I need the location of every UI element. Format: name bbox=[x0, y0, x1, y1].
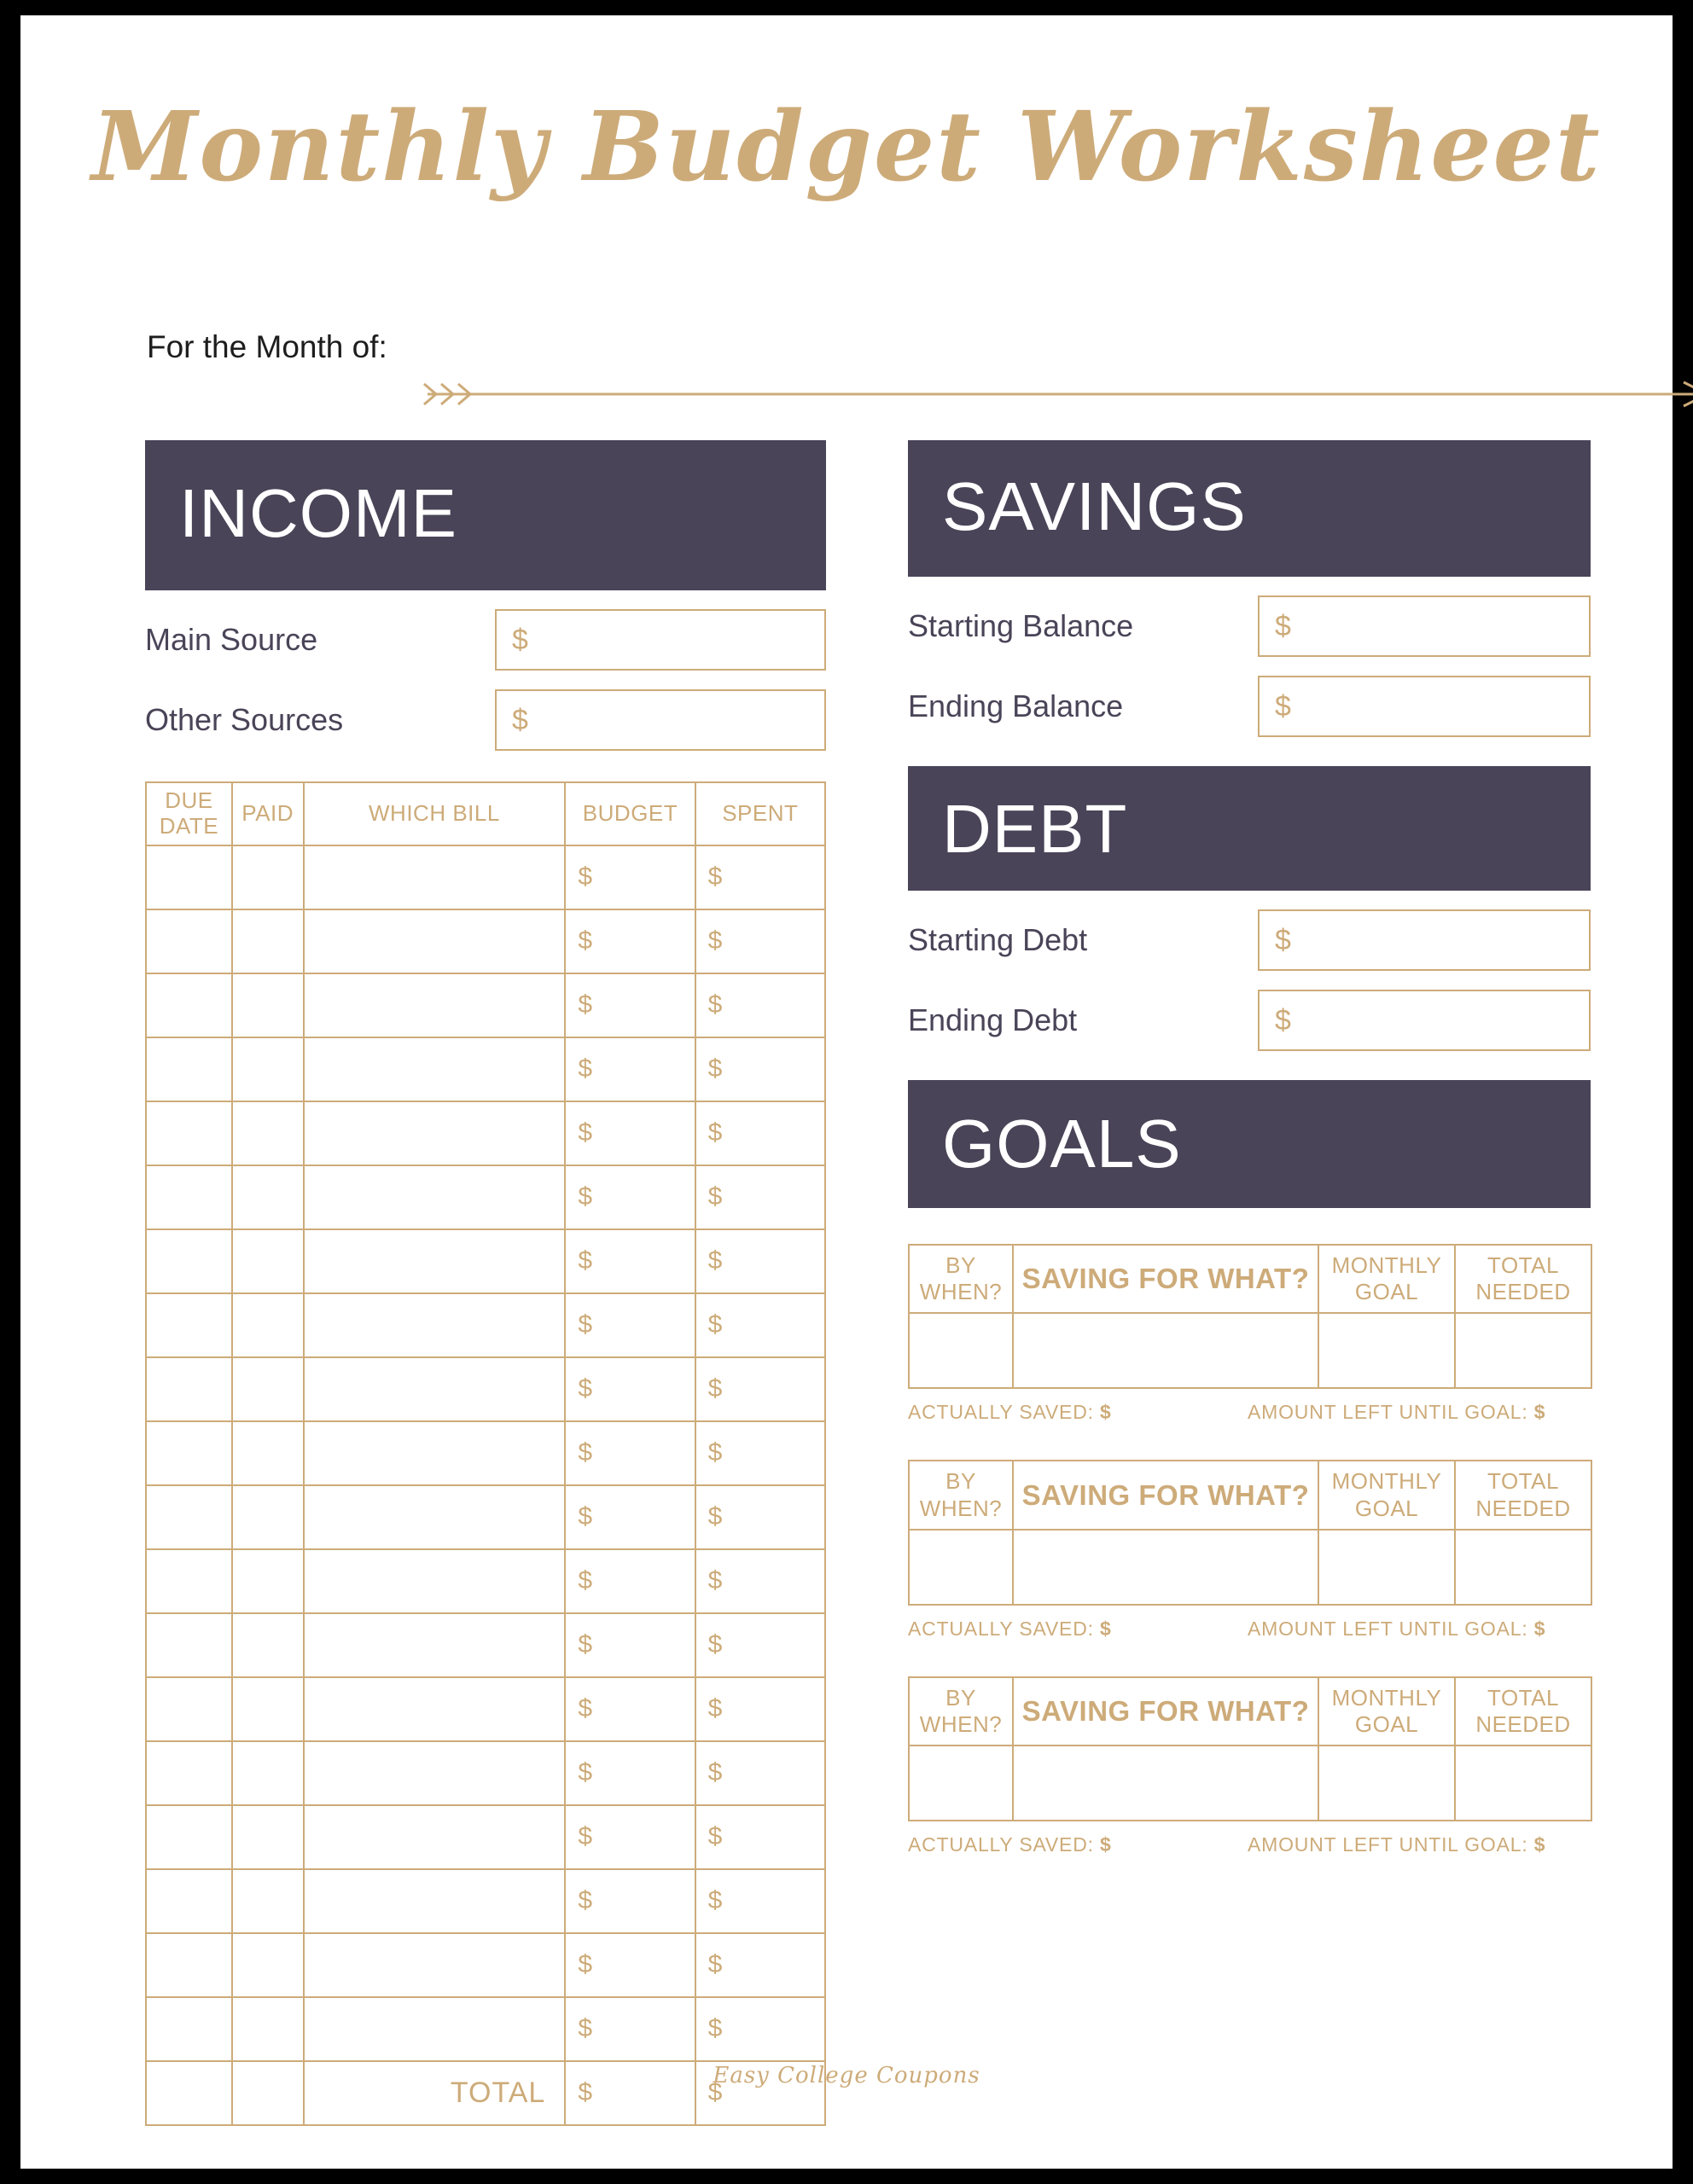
table-row bbox=[146, 1037, 825, 1101]
bills-header-spent: SPENT bbox=[695, 782, 825, 845]
bill-budget-cell[interactable]: $ bbox=[565, 1741, 695, 1805]
goal-block bbox=[908, 1676, 1591, 1856]
goal-header-by-when: BY WHEN? bbox=[909, 1461, 1013, 1529]
bill-due-date-cell[interactable] bbox=[146, 909, 232, 973]
goal-monthly-cell[interactable] bbox=[1318, 1745, 1455, 1821]
goals-heading: GOALS bbox=[908, 1080, 1591, 1208]
bill-budget-cell[interactable]: $ bbox=[565, 1293, 695, 1357]
bills-header-due-line2: DATE bbox=[159, 812, 219, 839]
goal-total-cell[interactable] bbox=[1455, 1313, 1591, 1388]
goal-amount-left-value[interactable]: $ bbox=[1533, 1833, 1546, 1856]
bill-spent-cell[interactable]: $ bbox=[695, 1869, 825, 1933]
bill-due-date-cell[interactable] bbox=[146, 1229, 232, 1293]
bill-budget-cell[interactable]: $ bbox=[565, 1485, 695, 1549]
bill-budget-cell[interactable]: $ bbox=[565, 973, 695, 1037]
page-title: Monthly Budget Worksheet bbox=[91, 91, 1602, 203]
bills-header-due-line1: DUE bbox=[165, 787, 213, 813]
bill-due-date-cell[interactable] bbox=[146, 973, 232, 1037]
bill-budget-cell[interactable]: $ bbox=[565, 1229, 695, 1293]
bill-due-date-cell[interactable] bbox=[146, 1421, 232, 1485]
goal-block bbox=[908, 1244, 1591, 1424]
savings-starting-balance-row bbox=[908, 595, 1591, 657]
bill-spent-cell[interactable]: $ bbox=[695, 1933, 825, 1997]
bill-paid-cell[interactable] bbox=[232, 845, 304, 909]
bill-name-cell[interactable] bbox=[304, 973, 566, 1037]
goal-header-monthly-goal: MONTHLY GOAL bbox=[1318, 1461, 1455, 1529]
goal-by-when-cell[interactable] bbox=[909, 1745, 1013, 1821]
goal-header-total-needed: TOTAL NEEDED bbox=[1455, 1461, 1591, 1529]
table-row bbox=[146, 845, 825, 909]
goal-footer bbox=[908, 1833, 1591, 1856]
table-row bbox=[146, 1229, 825, 1293]
goal-entry-row bbox=[909, 1530, 1591, 1605]
table-row bbox=[146, 1101, 825, 1165]
bill-name-cell[interactable] bbox=[304, 1165, 566, 1229]
bill-budget-cell[interactable]: $ bbox=[565, 845, 695, 909]
bill-name-cell[interactable] bbox=[304, 1549, 566, 1613]
goal-what-cell[interactable] bbox=[1013, 1745, 1318, 1821]
bill-name-cell[interactable] bbox=[304, 1677, 566, 1741]
bill-spent-cell[interactable]: $ bbox=[695, 1293, 825, 1357]
table-row bbox=[146, 1165, 825, 1229]
bill-due-date-cell[interactable] bbox=[146, 1485, 232, 1549]
goal-by-when-cell[interactable] bbox=[909, 1530, 1013, 1605]
goal-amount-left-value[interactable]: $ bbox=[1533, 1401, 1546, 1424]
bill-name-cell[interactable] bbox=[304, 1997, 566, 2061]
bill-budget-cell[interactable]: $ bbox=[565, 1613, 695, 1677]
goal-actually-saved-value[interactable]: $ bbox=[1100, 1617, 1112, 1640]
savings-ending-balance-label: Ending Balance bbox=[908, 688, 1124, 723]
bill-name-cell[interactable] bbox=[304, 1101, 566, 1165]
bill-paid-cell[interactable] bbox=[232, 1293, 304, 1357]
goal-monthly-cell[interactable] bbox=[1318, 1313, 1455, 1388]
bill-paid-cell[interactable] bbox=[232, 1101, 304, 1165]
goal-amount-left: AMOUNT LEFT UNTIL GOAL: $ bbox=[1248, 1617, 1546, 1640]
bill-spent-cell[interactable]: $ bbox=[695, 1101, 825, 1165]
goal-entry-row bbox=[909, 1313, 1591, 1388]
bill-name-cell[interactable] bbox=[304, 1869, 566, 1933]
bill-due-date-cell[interactable] bbox=[146, 1037, 232, 1101]
goal-actually-saved: ACTUALLY SAVED: $ bbox=[908, 1833, 1112, 1856]
debt-starting-input[interactable]: $ bbox=[1258, 909, 1591, 971]
goal-footer bbox=[908, 1401, 1591, 1424]
goal-actually-saved-value[interactable]: $ bbox=[1100, 1401, 1112, 1424]
bill-name-cell[interactable] bbox=[304, 909, 566, 973]
goal-amount-left-value[interactable]: $ bbox=[1533, 1617, 1546, 1640]
bill-due-date-cell[interactable] bbox=[146, 1549, 232, 1613]
bill-name-cell[interactable] bbox=[304, 1805, 566, 1869]
bill-budget-cell[interactable]: $ bbox=[565, 1037, 695, 1101]
table-row bbox=[146, 1805, 825, 1869]
bill-spent-cell[interactable]: $ bbox=[695, 1485, 825, 1549]
bill-budget-cell[interactable]: $ bbox=[565, 1101, 695, 1165]
bill-budget-cell[interactable]: $ bbox=[565, 1933, 695, 1997]
bill-budget-cell[interactable]: $ bbox=[565, 1677, 695, 1741]
bill-due-date-cell[interactable] bbox=[146, 1933, 232, 1997]
bill-name-cell[interactable] bbox=[304, 1229, 566, 1293]
bill-spent-cell[interactable]: $ bbox=[695, 1037, 825, 1101]
savings-starting-balance-label: Starting Balance bbox=[908, 608, 1134, 643]
bill-paid-cell[interactable] bbox=[232, 1037, 304, 1101]
bill-name-cell[interactable] bbox=[304, 845, 566, 909]
goal-header-total-needed: TOTAL NEEDED bbox=[1455, 1677, 1591, 1745]
bill-spent-cell[interactable]: $ bbox=[695, 909, 825, 973]
bill-name-cell[interactable] bbox=[304, 1357, 566, 1421]
bill-paid-cell[interactable] bbox=[232, 1165, 304, 1229]
bill-due-date-cell[interactable] bbox=[146, 1165, 232, 1229]
arrow-decoration bbox=[422, 377, 1693, 411]
bill-budget-cell[interactable]: $ bbox=[565, 1805, 695, 1869]
income-other-sources-input[interactable]: $ bbox=[495, 689, 826, 751]
bill-budget-cell[interactable]: $ bbox=[565, 1421, 695, 1485]
bill-spent-cell[interactable]: $ bbox=[695, 1741, 825, 1805]
goal-monthly-cell[interactable] bbox=[1318, 1530, 1455, 1605]
bills-header-budget: BUDGET bbox=[565, 782, 695, 845]
bill-due-date-cell[interactable] bbox=[146, 1613, 232, 1677]
bill-due-date-cell[interactable] bbox=[146, 1293, 232, 1357]
bill-paid-cell[interactable] bbox=[232, 1997, 304, 2061]
bills-total-label: TOTAL bbox=[304, 2061, 566, 2125]
table-row bbox=[146, 1741, 825, 1805]
bill-spent-cell[interactable]: $ bbox=[695, 973, 825, 1037]
bill-budget-cell[interactable]: $ bbox=[565, 1549, 695, 1613]
goal-by-when-cell[interactable] bbox=[909, 1313, 1013, 1388]
goal-entry-row bbox=[909, 1745, 1591, 1821]
bill-due-date-cell[interactable] bbox=[146, 1357, 232, 1421]
goal-actually-saved-value[interactable]: $ bbox=[1100, 1833, 1112, 1856]
table-row bbox=[146, 973, 825, 1037]
bill-paid-cell[interactable] bbox=[232, 1613, 304, 1677]
goal-actually-saved: ACTUALLY SAVED: $ bbox=[908, 1617, 1112, 1640]
right-column bbox=[908, 440, 1591, 1856]
bills-total-budget[interactable]: $ bbox=[565, 2061, 695, 2125]
goal-table bbox=[908, 1676, 1592, 1821]
bill-paid-cell[interactable] bbox=[232, 1677, 304, 1741]
bill-paid-cell[interactable] bbox=[232, 1741, 304, 1805]
goal-header-by-when: BY WHEN? bbox=[909, 1245, 1013, 1313]
goal-header-by-when: BY WHEN? bbox=[909, 1677, 1013, 1745]
goal-total-cell[interactable] bbox=[1455, 1530, 1591, 1605]
goal-header-saving-for-what: SAVING FOR WHAT? bbox=[1013, 1677, 1318, 1745]
income-main-source-label: Main Source bbox=[145, 622, 318, 657]
goal-what-cell[interactable] bbox=[1013, 1530, 1318, 1605]
bills-table-body bbox=[146, 845, 825, 2061]
goal-header-total-needed: TOTAL NEEDED bbox=[1455, 1245, 1591, 1313]
bill-spent-cell[interactable]: $ bbox=[695, 1677, 825, 1741]
bill-paid-cell[interactable] bbox=[232, 1933, 304, 1997]
bill-paid-cell[interactable] bbox=[232, 1229, 304, 1293]
table-row bbox=[146, 1421, 825, 1485]
bill-name-cell[interactable] bbox=[304, 1741, 566, 1805]
bill-spent-cell[interactable]: $ bbox=[695, 1997, 825, 2061]
table-row bbox=[146, 1293, 825, 1357]
goal-table bbox=[908, 1244, 1592, 1389]
debt-ending-row bbox=[908, 990, 1591, 1051]
bill-paid-cell[interactable] bbox=[232, 909, 304, 973]
table-row bbox=[146, 1933, 825, 1997]
debt-starting-row bbox=[908, 909, 1591, 971]
left-column bbox=[145, 440, 826, 2126]
bill-spent-cell[interactable]: $ bbox=[695, 1421, 825, 1485]
bills-table-header-row bbox=[146, 782, 825, 845]
goal-what-cell[interactable] bbox=[1013, 1313, 1318, 1388]
income-other-sources-label: Other Sources bbox=[145, 702, 344, 737]
bills-header-paid: PAID bbox=[232, 782, 304, 845]
bill-spent-cell[interactable]: $ bbox=[695, 1805, 825, 1869]
table-row bbox=[146, 1613, 825, 1677]
bill-due-date-cell[interactable] bbox=[146, 1741, 232, 1805]
debt-ending-label: Ending Debt bbox=[908, 1002, 1078, 1037]
bill-spent-cell[interactable]: $ bbox=[695, 1165, 825, 1229]
bill-paid-cell[interactable] bbox=[232, 1485, 304, 1549]
bill-spent-cell[interactable]: $ bbox=[695, 1613, 825, 1677]
bill-budget-cell[interactable]: $ bbox=[565, 1997, 695, 2061]
goal-table bbox=[908, 1460, 1592, 1605]
bill-paid-cell[interactable] bbox=[232, 1357, 304, 1421]
bill-spent-cell[interactable]: $ bbox=[695, 1549, 825, 1613]
footer-brand: Easy College Coupons bbox=[713, 2063, 980, 2088]
bill-name-cell[interactable] bbox=[304, 1933, 566, 1997]
goal-header-monthly-goal: MONTHLY GOAL bbox=[1318, 1245, 1455, 1313]
table-row bbox=[146, 1485, 825, 1549]
table-row bbox=[146, 909, 825, 973]
bill-budget-cell[interactable]: $ bbox=[565, 909, 695, 973]
table-row bbox=[146, 1357, 825, 1421]
goal-total-cell[interactable] bbox=[1455, 1745, 1591, 1821]
bills-header-due-date bbox=[146, 782, 232, 845]
table-row bbox=[146, 1677, 825, 1741]
bill-paid-cell[interactable] bbox=[232, 1869, 304, 1933]
goal-header-saving-for-what: SAVING FOR WHAT? bbox=[1013, 1245, 1318, 1313]
goal-header-row bbox=[909, 1245, 1591, 1313]
savings-ending-balance-input[interactable]: $ bbox=[1258, 676, 1591, 737]
bill-paid-cell[interactable] bbox=[232, 1805, 304, 1869]
bill-name-cell[interactable] bbox=[304, 1613, 566, 1677]
bill-due-date-cell[interactable] bbox=[146, 845, 232, 909]
bill-budget-cell[interactable]: $ bbox=[565, 1357, 695, 1421]
bills-header-which-bill: WHICH BILL bbox=[304, 782, 566, 845]
income-main-source-input[interactable]: $ bbox=[495, 609, 826, 671]
goal-header-row bbox=[909, 1461, 1591, 1529]
goal-blocks bbox=[908, 1244, 1591, 1856]
bill-due-date-cell[interactable] bbox=[146, 1869, 232, 1933]
bill-name-cell[interactable] bbox=[304, 1293, 566, 1357]
table-row bbox=[146, 1869, 825, 1933]
bill-name-cell[interactable] bbox=[304, 1485, 566, 1549]
bill-name-cell[interactable] bbox=[304, 1421, 566, 1485]
bills-table bbox=[145, 781, 826, 2126]
goal-block bbox=[908, 1460, 1591, 1640]
income-heading: INCOME bbox=[145, 440, 826, 590]
bill-spent-cell[interactable]: $ bbox=[695, 1357, 825, 1421]
debt-heading: DEBT bbox=[908, 766, 1591, 891]
month-row bbox=[147, 329, 1597, 415]
bill-due-date-cell[interactable] bbox=[146, 1997, 232, 2061]
income-other-sources-row bbox=[145, 689, 826, 751]
savings-ending-balance-row bbox=[908, 676, 1591, 737]
bill-budget-cell[interactable]: $ bbox=[565, 1165, 695, 1229]
worksheet-page bbox=[20, 15, 1673, 2169]
income-main-source-row bbox=[145, 609, 826, 671]
goal-header-monthly-goal: MONTHLY GOAL bbox=[1318, 1677, 1455, 1745]
goal-amount-left: AMOUNT LEFT UNTIL GOAL: $ bbox=[1248, 1401, 1546, 1424]
table-row bbox=[146, 1997, 825, 2061]
table-row bbox=[146, 1549, 825, 1613]
goal-header-row bbox=[909, 1677, 1591, 1745]
bills-total-spent[interactable]: $ bbox=[695, 2061, 825, 2125]
bill-spent-cell[interactable]: $ bbox=[695, 845, 825, 909]
bill-due-date-cell[interactable] bbox=[146, 1805, 232, 1869]
bill-name-cell[interactable] bbox=[304, 1037, 566, 1101]
savings-heading: SAVINGS bbox=[908, 440, 1591, 577]
bill-paid-cell[interactable] bbox=[232, 1421, 304, 1485]
goal-actually-saved: ACTUALLY SAVED: $ bbox=[908, 1401, 1112, 1424]
bill-paid-cell[interactable] bbox=[232, 1549, 304, 1613]
goal-footer bbox=[908, 1618, 1591, 1641]
bill-due-date-cell[interactable] bbox=[146, 1677, 232, 1741]
goal-amount-left: AMOUNT LEFT UNTIL GOAL: $ bbox=[1248, 1833, 1546, 1856]
month-label: For the Month of: bbox=[147, 329, 387, 364]
savings-starting-balance-input[interactable]: $ bbox=[1258, 595, 1591, 657]
debt-ending-input[interactable]: $ bbox=[1258, 990, 1591, 1051]
bill-paid-cell[interactable] bbox=[232, 973, 304, 1037]
bill-spent-cell[interactable]: $ bbox=[695, 1229, 825, 1293]
debt-starting-label: Starting Debt bbox=[908, 922, 1088, 957]
bill-due-date-cell[interactable] bbox=[146, 1101, 232, 1165]
bill-budget-cell[interactable]: $ bbox=[565, 1869, 695, 1933]
goal-header-saving-for-what: SAVING FOR WHAT? bbox=[1013, 1461, 1318, 1529]
